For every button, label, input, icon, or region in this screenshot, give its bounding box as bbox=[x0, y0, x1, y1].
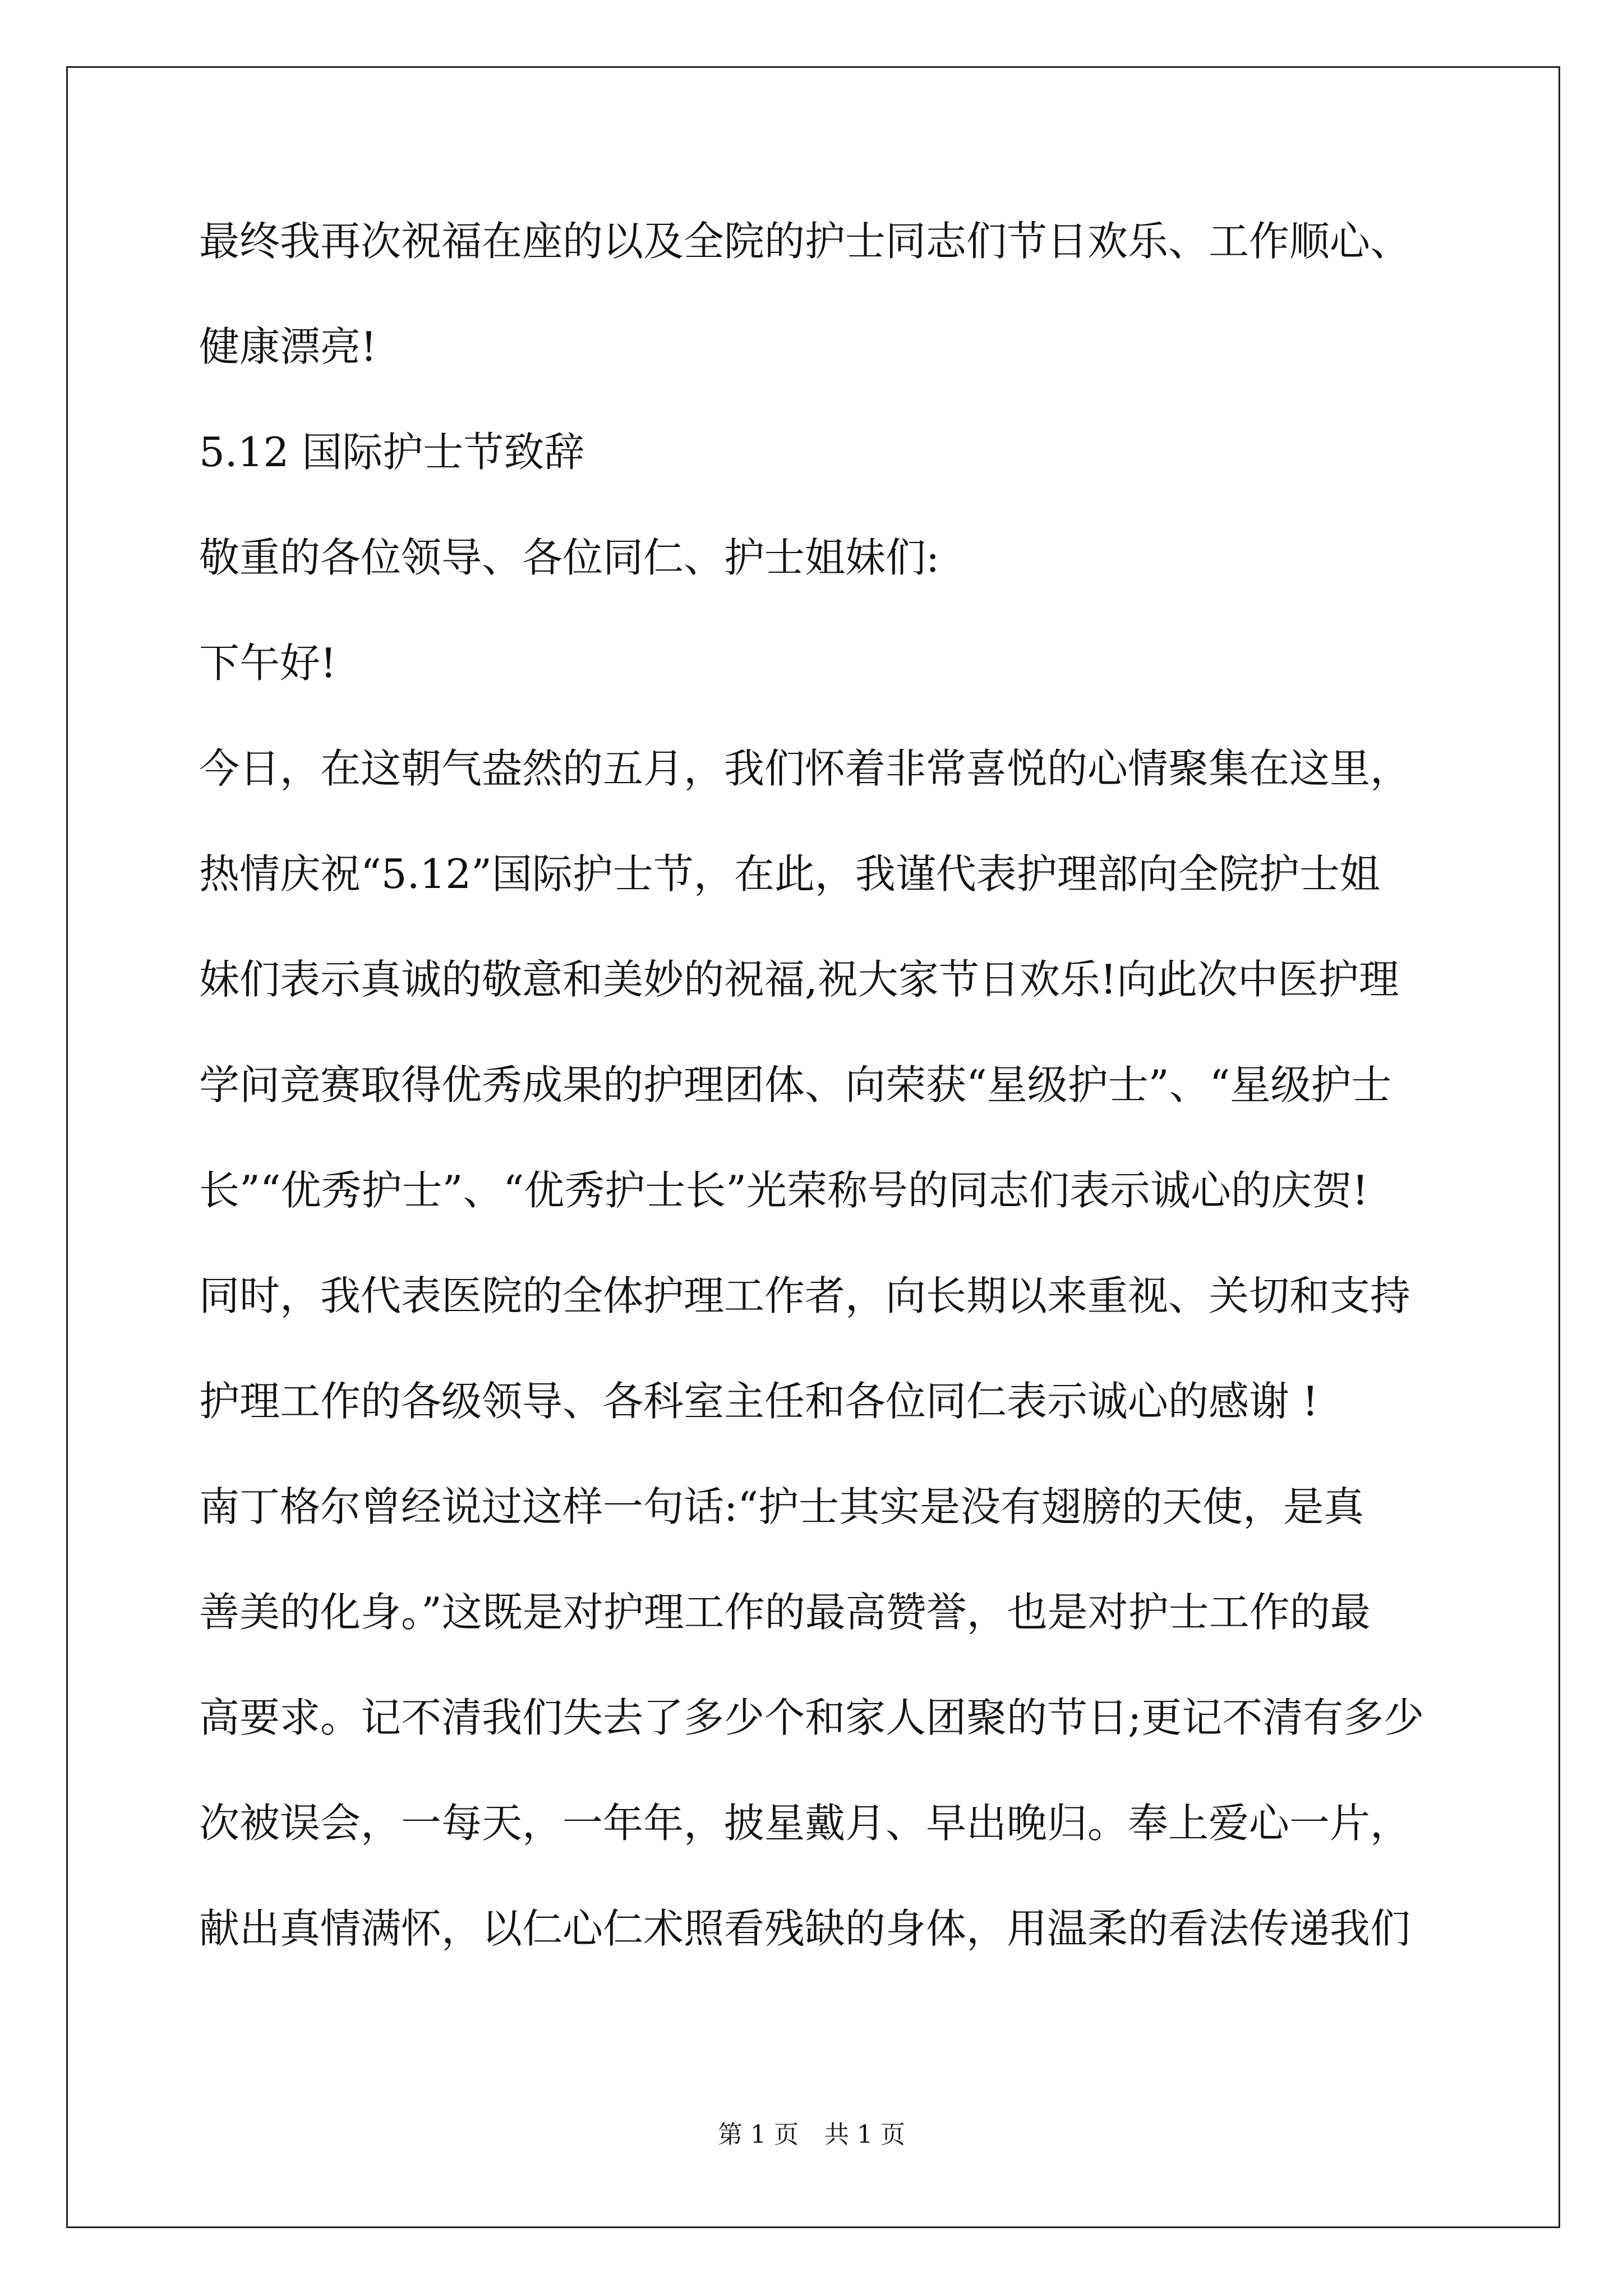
page-footer bbox=[0, 2119, 1623, 2151]
page-total: 共 1 页 bbox=[824, 2120, 905, 2149]
text-line: 健康漂亮! bbox=[199, 323, 377, 370]
text-line: 同时，我代表医院的全体护理工作者，向长期以来重视、关切和支持 bbox=[199, 1272, 1411, 1319]
salutation: 敬重的各位领导、各位同仁、护士姐妹们: bbox=[199, 534, 940, 581]
text-line: 善美的化身。”这既是对护理工作的最高赞誉，也是对护士工作的最 bbox=[199, 1589, 1371, 1636]
text-line: 献出真情满怀，以仁心仁术照看残缺的身体，用温柔的看法传递我们 bbox=[199, 1905, 1411, 1952]
document-body bbox=[199, 216, 1450, 2009]
text-line: 学问竞赛取得优秀成果的护理团体、向荣获“星级护士”、“星级护士 bbox=[199, 1061, 1392, 1108]
text-line: 热情庆祝“5.12”国际护士节，在此，我谨代表护理部向全院护士姐 bbox=[199, 850, 1380, 898]
text-line: 次被误会，一每天，一年年，披星戴月、早出晚归。奉上爱心一片， bbox=[199, 1800, 1411, 1847]
section-heading: 5.12 国际护士节致辞 bbox=[199, 429, 585, 476]
text-line: 长”“优秀护士”、“优秀护士长”光荣称号的同志们表示诚心的庆贺! bbox=[199, 1167, 1368, 1214]
text-line: 妹们表示真诚的敬意和美妙的祝福,祝大家节日欢乐!向此次中医护理 bbox=[199, 956, 1399, 1003]
greeting: 下午好! bbox=[199, 639, 336, 687]
text-line: 高要求。记不清我们失去了多少个和家人团聚的节日;更记不清有多少 bbox=[199, 1694, 1424, 1741]
text-line: 南丁格尔曾经说过这样一句话:“护士其实是没有翅膀的天使，是真 bbox=[199, 1483, 1364, 1530]
text-line: 今日，在这朝气盎然的五月，我们怀着非常喜悦的心情聚集在这里， bbox=[199, 745, 1411, 792]
page-number: 第 1 页 bbox=[718, 2120, 799, 2149]
text-line: 护理工作的各级领导、各科室主任和各位同仁表示诚心的感谢 ! bbox=[199, 1378, 1318, 1425]
text-line: 最终我再次祝福在座的以及全院的护士同志们节日欢乐、工作顺心、 bbox=[199, 218, 1411, 265]
